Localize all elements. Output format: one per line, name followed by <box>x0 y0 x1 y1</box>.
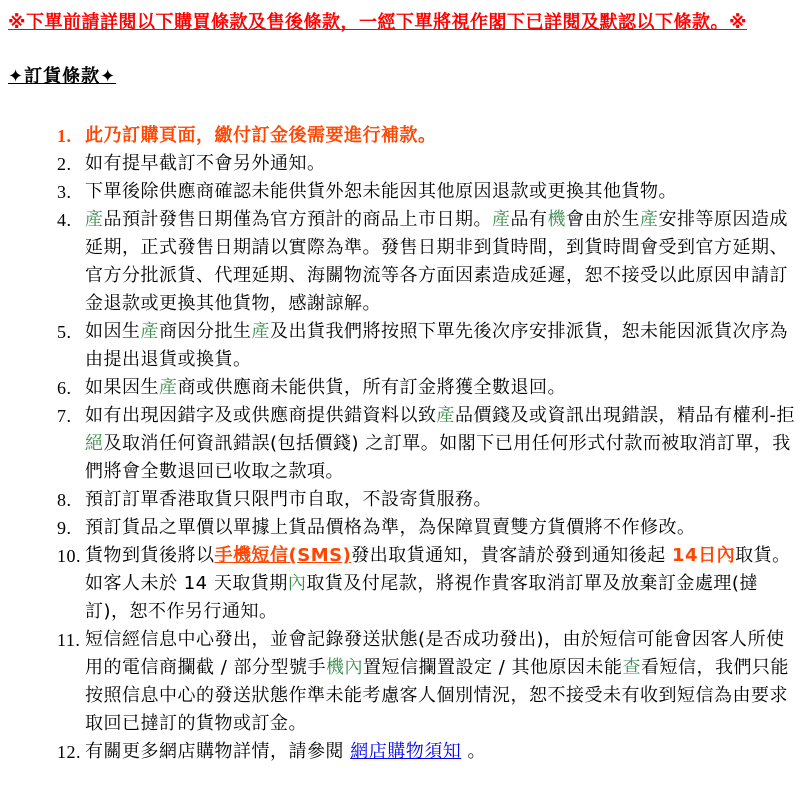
term-number: 7. <box>57 406 72 426</box>
term-number: 9. <box>57 518 72 538</box>
term-number: 6. <box>57 378 72 398</box>
fallback-glyph: 產 <box>251 321 270 342</box>
term-number: 8. <box>57 490 72 510</box>
term-text <box>85 741 486 762</box>
term-text-segment: 短信經信息中心發出，並會記錄發送狀態(是否成功發出)，由於短信可能會因客人所使用的電信商攔截 / 部分型號手機內置短信攔置設定 / 其他原因未能查看短信，我們只能按照信息中心的發送狀態作準未能考慮客人個別情況，恕不接受未有收到短信為由要求取回已撻訂的貨物或訂金。 <box>85 629 790 734</box>
term-text <box>85 545 791 622</box>
term-text-segment: 預訂訂單香港取貨只限門市自取，不設寄貨服務。 <box>85 489 492 510</box>
terms-list <box>57 122 797 766</box>
fallback-glyph: 內 <box>344 657 364 678</box>
term-text-segment: 貨物到貨後將以 <box>85 545 215 566</box>
fallback-glyph: 產 <box>159 377 178 398</box>
term-number: 10. <box>57 546 81 566</box>
purchase-terms-warning: ※下單前請詳閱以下購買條款及售後條款，一經下單將視作閣下已詳閱及默認以下條款。※ <box>8 12 747 33</box>
term-item <box>57 738 797 766</box>
term-text-segment: 取貨。如客人未於 14 天取貨期內取貨及付尾款，將視作貴客取消訂單及放棄訂金處理(撻訂)，恕不作另行通知。 <box>85 545 791 622</box>
term-text-segment: 14日內 <box>672 545 736 566</box>
fallback-glyph: 絕 <box>85 433 104 454</box>
term-item <box>57 318 797 374</box>
term-text <box>85 489 492 510</box>
fallback-glyph: 產 <box>492 209 511 230</box>
term-item <box>57 542 797 626</box>
order-terms-heading: ✦訂貨條款✦ <box>8 66 117 87</box>
fallback-glyph: 機 <box>326 657 345 678</box>
term-item <box>57 486 797 514</box>
term-item <box>57 122 797 150</box>
term-text-segment: 手機短信(SMS) <box>214 545 352 566</box>
term-text-segment: 如因生產商因分批生產及出貨我們將按照下單先後次序安排派貨，恕未能因派貨次序為由提出退貨或換貨。 <box>85 321 788 370</box>
term-item <box>57 402 797 486</box>
fallback-glyph: 產 <box>640 209 659 230</box>
term-item <box>57 514 797 542</box>
fallback-glyph: 機 <box>547 209 566 230</box>
term-text <box>85 209 788 314</box>
term-text <box>85 405 795 482</box>
fallback-glyph: 內 <box>287 573 307 594</box>
term-text-segment: 如有提早截訂不會另外通知。 <box>85 153 326 174</box>
term-number: 5. <box>57 322 72 342</box>
term-text <box>85 181 677 202</box>
term-text-segment: 產品預計發售日期僅為官方預計的商品上市日期。產品有機會由於生產安排等原因造成延期，正式發售日期請以實際為準。發售日期非到貨時間，到貨時間會受到官方延期、官方分批派貨、代理延期、海關物流等各方面因素造成延遲，恕不接受以此原因申請訂金退款或更換其他貨物，感謝諒解。 <box>85 209 788 314</box>
fallback-glyph: 查 <box>622 657 642 678</box>
term-text <box>85 517 696 538</box>
term-number: 3. <box>57 182 72 202</box>
term-text-segment: 。 <box>461 741 486 762</box>
fallback-glyph: 產 <box>85 209 104 230</box>
term-text-segment: 預訂貨品之單價以單據上貨品價格為準，為保障買賣雙方貨價將不作修改。 <box>85 517 696 538</box>
term-item <box>57 178 797 206</box>
term-number: 2. <box>57 154 72 174</box>
fallback-glyph: 產 <box>436 405 455 426</box>
term-number: 12. <box>57 742 81 762</box>
term-item <box>57 374 797 402</box>
term-text <box>85 321 788 370</box>
term-text-segment: 下單後除供應商確認未能供貨外恕未能因其他原因退款或更換其他貨物。 <box>85 181 677 202</box>
term-number: 4. <box>57 210 72 230</box>
term-number: 11. <box>57 630 81 650</box>
term-item <box>57 150 797 178</box>
term-item <box>57 626 797 738</box>
term-item <box>57 206 797 318</box>
term-text-segment: 此乃訂購頁面，繳付訂金後需要進行補款。 <box>85 125 437 146</box>
term-number: 1. <box>57 126 72 146</box>
term-text-segment: 如有出現因錯字及或供應商提供錯資料以致產品價錢及或資訊出現錯誤，精品有權利-拒絕及取消任何資訊錯誤(包括價錢) 之訂單。如閣下已用任何形式付款而被取消訂單，我們將會全數退回已收取之款項。 <box>85 405 795 482</box>
term-text <box>85 377 566 398</box>
term-text-segment: 有關更多網店購物詳情，請參閱 <box>85 741 351 762</box>
fallback-glyph: 產 <box>140 321 159 342</box>
term-text <box>85 629 789 734</box>
term-text <box>85 153 326 174</box>
shop-notice-link[interactable]: 網店購物須知 <box>350 741 462 762</box>
term-text-segment: 如果因生產商或供應商未能供貨，所有訂金將獲全數退回。 <box>85 377 566 398</box>
term-text-segment: 發出取貨通知，貴客請於發到通知後起 <box>351 545 673 566</box>
term-text <box>85 125 437 146</box>
